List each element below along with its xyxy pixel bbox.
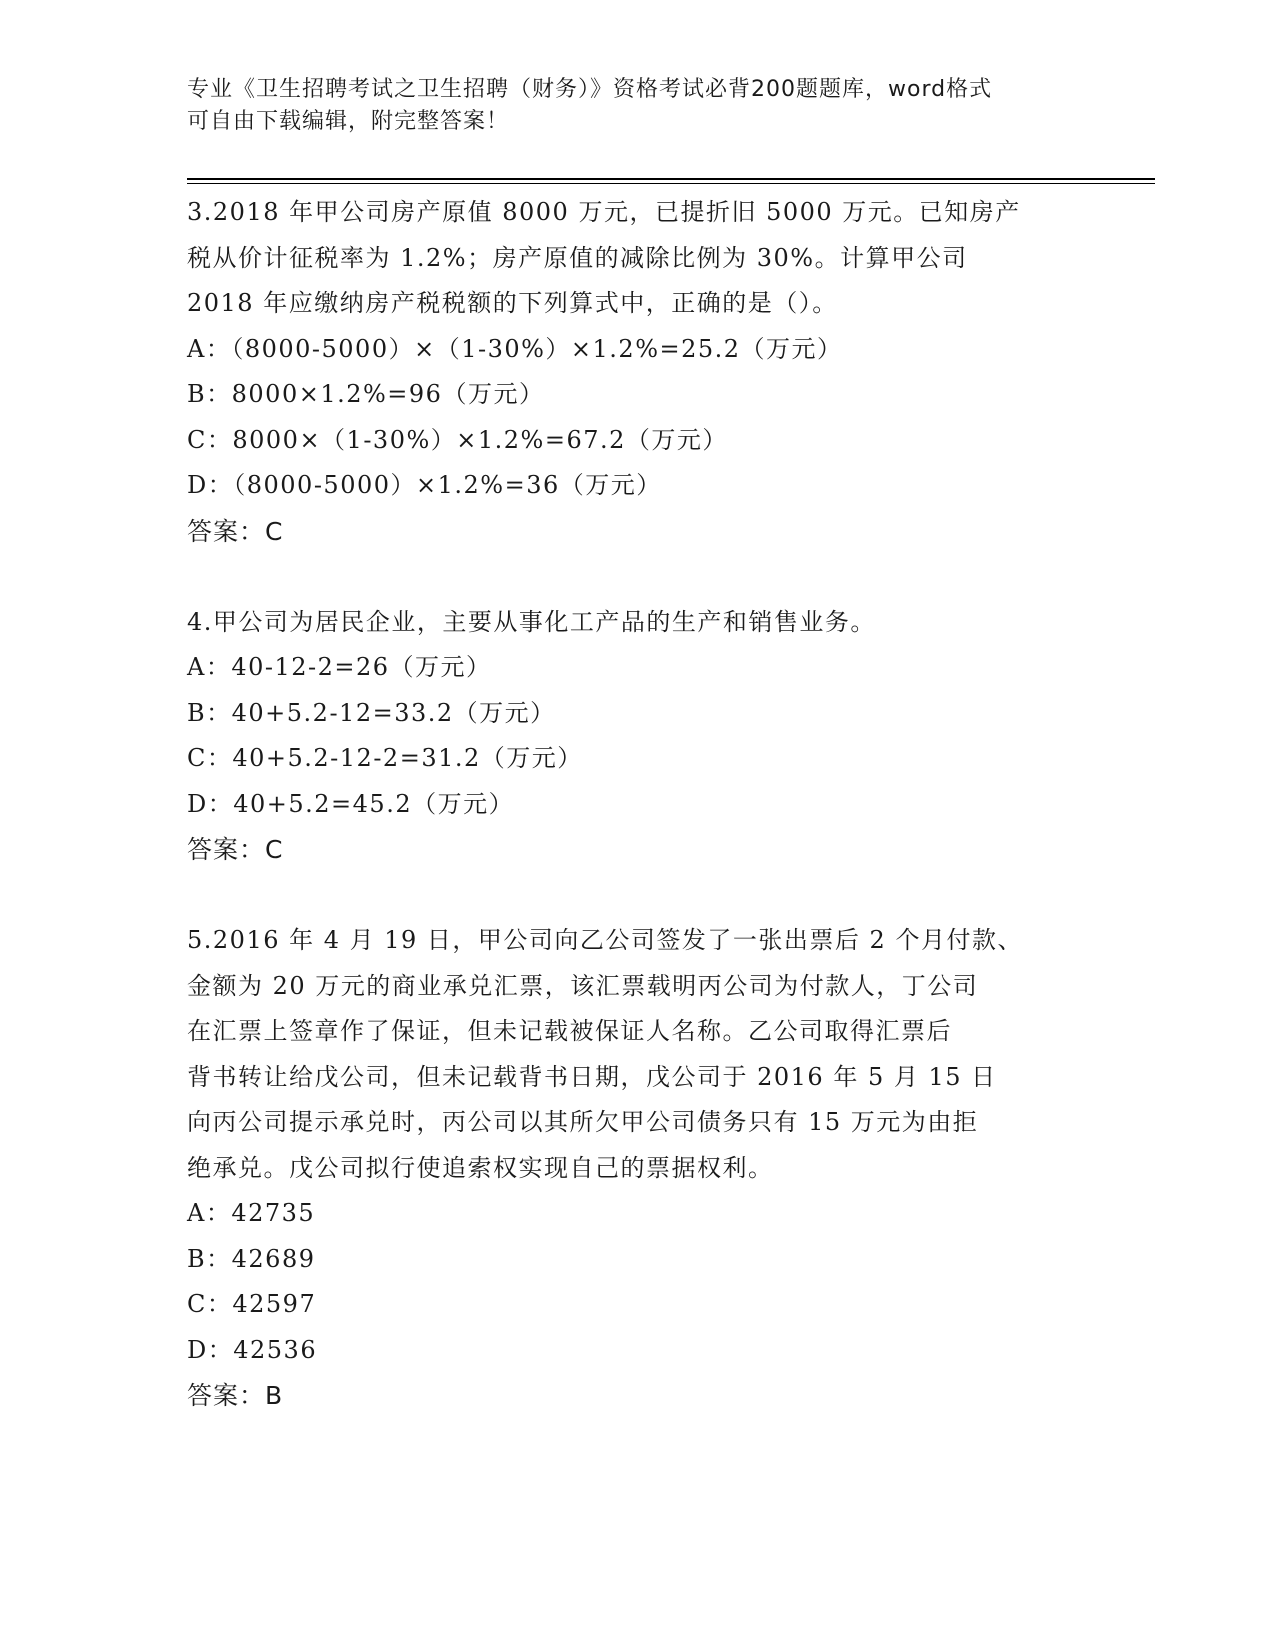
question-stem-line: 在汇票上签章作了保证，但未记载被保证人名称。乙公司取得汇票后 [187,1017,952,1045]
spacer [187,873,1107,919]
header-divider-thick [187,178,1155,180]
question-5 [187,918,1107,1419]
question-3 [187,190,1107,554]
question-4 [187,600,1107,873]
option-b: B：42689 [187,1244,316,1273]
answer-label: 答案：B [187,1381,284,1410]
option-a: A：（8000-5000）×（1-30%）×1.2%=25.2（万元） [187,334,843,363]
answer-label: 答案：C [187,516,284,546]
spacer [187,554,1107,600]
question-stem-line: 4.甲公司为居民企业，主要从事化工产品的生产和销售业务。 [187,607,876,636]
header-line: 可自由下载编辑，附完整答案！ [187,109,510,134]
option-d: D：（8000-5000）×1.2%=36（万元） [187,471,662,499]
question-stem-line: 2018 年应缴纳房产税税额的下列算式中，正确的是（）。 [187,289,838,317]
header-line: 专业《卫生招聘考试之卫生招聘（财务）》资格考试必背200题题库，word格式 [187,77,993,102]
option-d: D：42536 [187,1335,318,1364]
option-b: B：40+5.2-12=33.2（万元） [187,698,556,727]
option-a: A：42735 [187,1199,316,1227]
answer-label: 答案：C [187,835,284,864]
question-stem-line: 金额为 20 万元的商业承兑汇票，该汇票载明丙公司为付款人，丁公司 [187,971,979,1000]
option-d: D：40+5.2=45.2（万元） [187,789,515,818]
question-list [187,190,1107,1419]
document-header [187,74,1087,138]
option-c: C：40+5.2-12-2=31.2（万元） [187,744,583,772]
option-b: B：8000×1.2%=96（万元） [187,380,545,408]
option-a: A：40-12-2=26（万元） [187,653,492,681]
question-stem-line: 税从价计征税率为 1.2%；房产原值的减除比例为 30%。计算甲公司 [187,243,968,272]
option-c: C：8000×（1-30%）×1.2%=67.2（万元） [187,425,728,454]
question-stem-line: 3.2018 年甲公司房产原值 8000 万元，已提折旧 5000 万元。已知房产 [187,198,1021,226]
question-stem-line: 5.2016 年 4 月 19 日，甲公司向乙公司签发了一张出票后 2 个月付款、 [187,926,1023,954]
option-c: C：42597 [187,1290,317,1318]
header-divider-thin [187,183,1155,184]
question-stem-line: 背书转让给戊公司，但未记载背书日期，戊公司于 2016 年 5 月 15 日 [187,1062,997,1091]
question-stem-line: 绝承兑。戊公司拟行使追索权实现自己的票据权利。 [187,1153,774,1182]
question-stem-line: 向丙公司提示承兑时，丙公司以其所欠甲公司债务只有 15 万元为由拒 [187,1108,979,1136]
